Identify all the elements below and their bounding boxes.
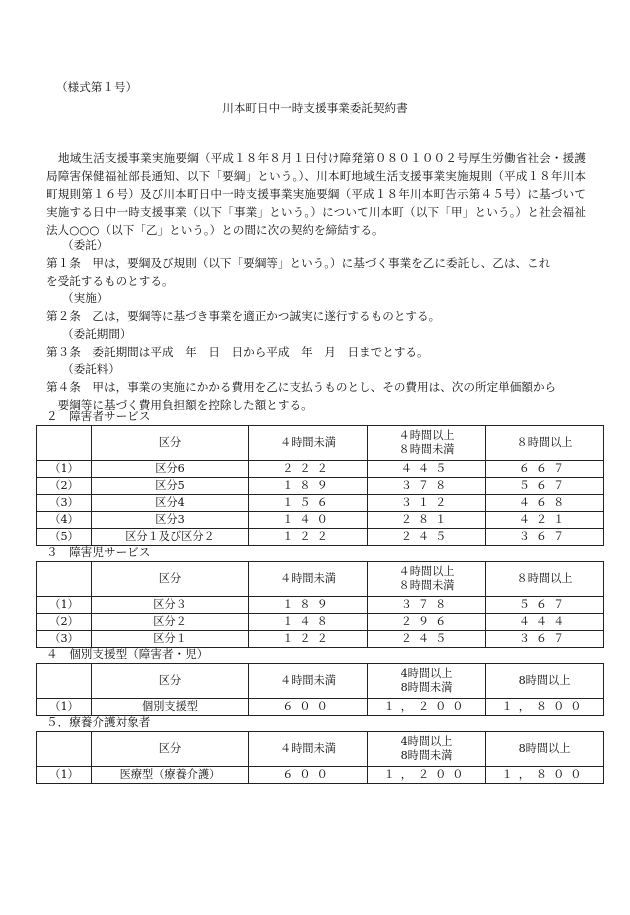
- row-value-over-8h: ４２１: [486, 512, 604, 529]
- section-3-heading: ３ 障害児サービス: [46, 545, 151, 559]
- table-row: [37, 767, 604, 784]
- row-number: （1）: [37, 461, 92, 478]
- row-number: （3）: [37, 495, 92, 512]
- table-row: [37, 631, 604, 648]
- article-2-heading: （実施）: [62, 291, 109, 305]
- article-2-line-1: 第２条 乙は，要綱等に基づき事業を適正かつ誠実に遂行するものとする。: [46, 309, 441, 323]
- row-category: 区分３: [92, 597, 249, 614]
- table-row: [37, 478, 604, 495]
- header-under-4h: ４時間未満: [249, 426, 368, 461]
- row-value-4h-8h: ２９６: [368, 614, 486, 631]
- row-number: （1）: [37, 767, 92, 784]
- row-value-over-8h: ５６７: [486, 478, 604, 495]
- row-category: 区分4: [92, 495, 249, 512]
- header-4h-over: 4時間以上: [400, 735, 453, 748]
- table-header-row: [37, 562, 604, 597]
- article-1-heading: （委託）: [62, 238, 109, 252]
- row-value-under-4h: １８９: [249, 478, 368, 495]
- header-under-4h: ４時間未満: [249, 562, 368, 597]
- table-row: [37, 495, 604, 512]
- row-value-4h-8h: １，２００: [368, 767, 486, 784]
- header-4h-to-8h: [368, 732, 486, 767]
- table-header-blank: [37, 426, 92, 461]
- row-value-under-4h: １２２: [249, 631, 368, 648]
- header-category: 区分: [92, 732, 249, 767]
- header-category: 区分: [92, 664, 249, 699]
- row-value-4h-8h: ３７８: [368, 478, 486, 495]
- table-row: [37, 461, 604, 478]
- table-row: [37, 699, 604, 716]
- header-4h-to-8h: [368, 664, 486, 699]
- row-number: （5）: [37, 529, 92, 546]
- header-4h-over: ４時間以上: [398, 565, 455, 578]
- table-header-blank: [37, 664, 92, 699]
- document-title: 川本町日中一時支援事業委託契約書: [222, 101, 408, 115]
- section-5-heading: ５．療養介護対象者: [46, 715, 151, 729]
- row-value-over-8h: ４４４: [486, 614, 604, 631]
- table-individual-support: [36, 663, 604, 716]
- row-value-over-8h: ５６７: [486, 597, 604, 614]
- header-8h-under: 8時間未満: [400, 749, 453, 762]
- row-value-4h-8h: ３１２: [368, 495, 486, 512]
- table-disabled-children: [36, 561, 604, 648]
- row-value-under-4h: １４０: [249, 512, 368, 529]
- row-value-over-8h: ３６７: [486, 529, 604, 546]
- row-value-over-8h: １，８００: [486, 767, 604, 784]
- row-value-4h-8h: ３７８: [368, 597, 486, 614]
- header-4h-to-8h: [368, 562, 486, 597]
- article-4-line-2: 要綱等に基づく費用負担額を控除した額とする。: [46, 398, 313, 412]
- row-value-4h-8h: ４４５: [368, 461, 486, 478]
- article-3-line-1: 第３条 委託期間は平成 年 日 日から平成 年 月 日までとする。: [46, 345, 429, 359]
- header-8h-under: ８時間未満: [398, 443, 455, 456]
- table-row: [37, 614, 604, 631]
- article-4-line-1: 第４条 甲は，事業の実施にかかる費用を乙に支払うものとし、その費用は、次の所定単価額から: [46, 380, 557, 394]
- article-4-heading: （委託料）: [62, 362, 120, 376]
- row-number: （1）: [37, 597, 92, 614]
- row-category: 区分１及び区分２: [92, 529, 249, 546]
- row-value-under-4h: ６００: [249, 699, 368, 716]
- header-8h-under: ８時間未満: [398, 579, 455, 592]
- header-4h-over: 4時間以上: [400, 667, 453, 680]
- header-category: 区分: [92, 426, 249, 461]
- row-value-4h-8h: ２８１: [368, 512, 486, 529]
- table-disabled-adults: [36, 425, 604, 546]
- row-value-under-4h: ２２２: [249, 461, 368, 478]
- header-over-8h: 8時間以上: [486, 664, 604, 699]
- row-value-over-8h: １，８００: [486, 699, 604, 716]
- row-value-over-8h: ４６８: [486, 495, 604, 512]
- row-number: （2）: [37, 614, 92, 631]
- header-under-4h: ４時間未満: [249, 664, 368, 699]
- table-row: [37, 529, 604, 546]
- row-category: 区分5: [92, 478, 249, 495]
- header-category: 区分: [92, 562, 249, 597]
- preamble-paragraph: 地域生活支援事業実施要綱（平成１８年８月１日付け障発第０８０１００２号厚生労働省社会・援護局障害保健福祉部長通知、以下「要綱」という。）、川本町地域生活支援事業実施規則（平成１８年川本町規則第１６号）及び川本町日中一時支援事業実施要綱（平成１８年川本町告示第４５号）に基づいて実施する日中一時支援事業（以下「事業」という。）について川本町（以下「甲」という。）と社会福祉法人○○○（以下「乙」という。）との間に次の契約を締結する。: [46, 151, 586, 237]
- row-value-over-8h: ３６７: [486, 631, 604, 648]
- row-value-under-4h: １８９: [249, 597, 368, 614]
- header-over-8h: ８時間以上: [486, 426, 604, 461]
- table-header-row: [37, 426, 604, 461]
- row-number: （1）: [37, 699, 92, 716]
- table-header-blank: [37, 562, 92, 597]
- header-under-4h: ４時間未満: [249, 732, 368, 767]
- row-category: 区分２: [92, 614, 249, 631]
- article-1-line-1: 第１条 甲は，要綱及び規則（以下「要綱等」という。）に基づく事業を乙に委託し、乙は、これ: [46, 256, 551, 270]
- row-category: 医療型（療養介護）: [92, 767, 249, 784]
- row-value-under-4h: ６００: [249, 767, 368, 784]
- header-over-8h: ８時間以上: [486, 562, 604, 597]
- row-category: 区分１: [92, 631, 249, 648]
- row-number: （4）: [37, 512, 92, 529]
- table-header-blank: [37, 732, 92, 767]
- row-category: 個別支援型: [92, 699, 249, 716]
- form-number: （様式第１号）: [56, 80, 138, 94]
- row-value-under-4h: １２２: [249, 529, 368, 546]
- article-3-heading: （委託期間）: [62, 327, 132, 341]
- section-2-heading: ２ 障害者サービス: [46, 409, 151, 423]
- table-row: [37, 512, 604, 529]
- row-number: （3）: [37, 631, 92, 648]
- row-value-over-8h: ６６７: [486, 461, 604, 478]
- row-value-4h-8h: １，２００: [368, 699, 486, 716]
- table-header-row: [37, 664, 604, 699]
- article-1-line-2: を受託するものとする。: [46, 274, 174, 288]
- header-4h-to-8h: [368, 426, 486, 461]
- row-value-4h-8h: ２４５: [368, 631, 486, 648]
- row-category: 区分3: [92, 512, 249, 529]
- section-4-heading: ４ 個別支援型（障害者・児）: [46, 647, 209, 661]
- header-4h-over: ４時間以上: [398, 429, 455, 442]
- row-value-under-4h: １４８: [249, 614, 368, 631]
- row-value-under-4h: １５６: [249, 495, 368, 512]
- header-8h-under: 8時間未満: [400, 681, 453, 694]
- row-category: 区分6: [92, 461, 249, 478]
- table-header-row: [37, 732, 604, 767]
- row-number: （2）: [37, 478, 92, 495]
- header-over-8h: 8時間以上: [486, 732, 604, 767]
- row-value-4h-8h: ２４５: [368, 529, 486, 546]
- table-medical-care: [36, 731, 604, 784]
- table-row: [37, 597, 604, 614]
